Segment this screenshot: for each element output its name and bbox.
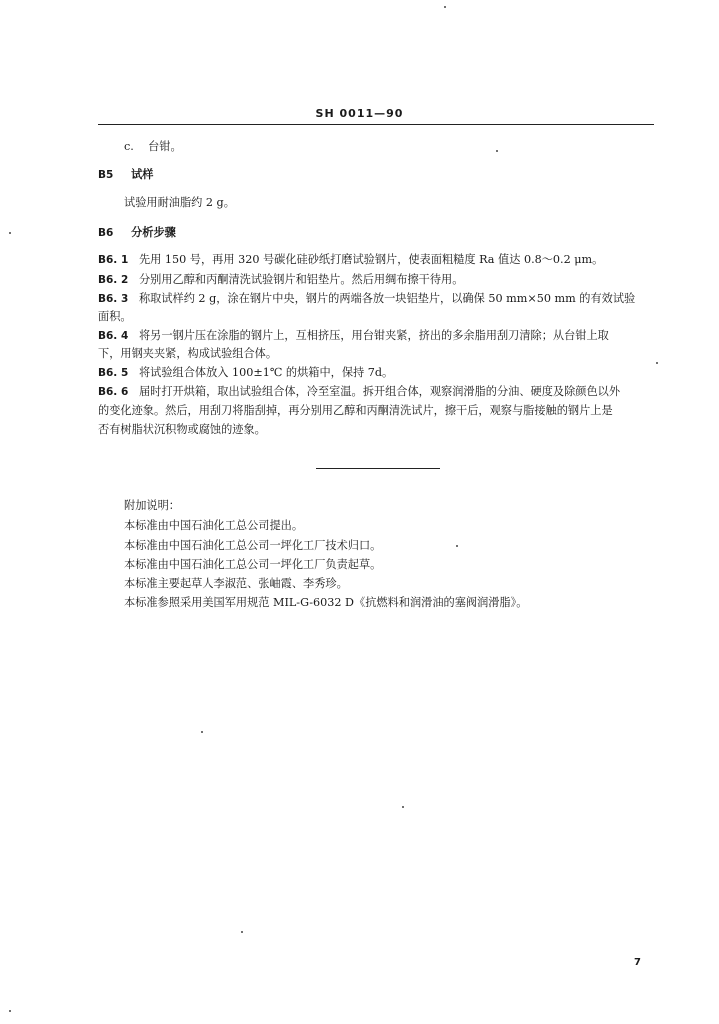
scan-speck xyxy=(456,545,458,547)
scan-speck xyxy=(9,1010,11,1012)
step-b6-2 xyxy=(98,272,463,288)
step-number: B6. 6 xyxy=(98,386,129,398)
scan-speck xyxy=(402,806,404,808)
step-b6-6-cont-1: 的变化迹象。然后，用刮刀将脂刮掉，再分别用乙醇和丙酮清洗试片，擦干后，观察与脂接触的钢片上是 xyxy=(98,404,613,417)
step-number: B6. 4 xyxy=(98,330,129,342)
header-rule xyxy=(98,124,654,125)
section-heading-b6 xyxy=(98,224,176,241)
step-b6-3 xyxy=(98,291,635,307)
step-text: 将试验组合体放入 100±1℃ 的烘箱中，保持 7d。 xyxy=(138,366,394,379)
scan-speck xyxy=(656,362,658,364)
page-number: 7 xyxy=(634,957,641,968)
note-line: 本标准主要起草人李淑范、张岫霞、李秀珍。 xyxy=(124,577,348,590)
section-title: 分析步骤 xyxy=(131,225,176,239)
step-number: B6. 1 xyxy=(98,254,129,266)
section-text-b5: 试验用耐油脂约 2 g。 xyxy=(124,196,235,209)
step-text: 称取试样约 2 g，涂在钢片中央，钢片的两端各放一块铝垫片，以确保 50 mm×50 mm 的有效试验 xyxy=(138,292,636,305)
step-b6-4 xyxy=(98,328,609,344)
end-rule xyxy=(316,468,440,469)
list-item-c xyxy=(124,139,182,155)
step-text: 将另一钢片压在涂脂的钢片上，互相挤压，用台钳夹紧，挤出的多余脂用刮刀清除；从台钳上取 xyxy=(138,329,609,342)
step-b6-6 xyxy=(98,384,620,400)
step-number: B6. 3 xyxy=(98,293,129,305)
step-b6-6-cont-2: 否有树脂状沉积物或腐蚀的迹象。 xyxy=(98,423,266,436)
note-line: 本标准由中国石油化工总公司一坪化工厂技术归口。 xyxy=(124,539,382,552)
note-line: 本标准由中国石油化工总公司提出。 xyxy=(124,519,304,532)
step-b6-1 xyxy=(98,252,603,268)
step-text: 先用 150 号，再用 320 号碳化硅砂纸打磨试验钢片，使表面粗糙度 Ra 值达 0.8～0.2 μm。 xyxy=(138,253,604,266)
step-b6-3-cont: 面积。 xyxy=(98,310,132,323)
step-text: 分别用乙醇和丙酮清洗试验钢片和铝垫片。然后用绸布擦干待用。 xyxy=(138,273,464,286)
note-line: 本标准由中国石油化工总公司一坪化工厂负责起草。 xyxy=(124,558,382,571)
item-label: c. xyxy=(124,140,134,153)
step-number: B6. 5 xyxy=(98,367,129,379)
section-heading-b5 xyxy=(98,166,153,183)
item-text: 台钳。 xyxy=(148,140,182,153)
section-title: 试样 xyxy=(131,167,154,181)
note-line: 本标准参照采用美国军用规范 MIL-G-6032 D《抗燃料和润滑油的塞阀润滑脂》。 xyxy=(124,596,528,609)
section-number: B6 xyxy=(98,227,114,239)
step-text: 届时打开烘箱，取出试验组合体，冷至室温。拆开组合体，观察润滑脂的分油、硬度及除颜色以外 xyxy=(138,385,621,398)
scan-speck xyxy=(9,232,11,234)
notes-title: 附加说明： xyxy=(124,499,180,512)
section-number: B5 xyxy=(98,169,114,181)
step-number: B6. 2 xyxy=(98,274,129,286)
scan-speck xyxy=(496,150,498,152)
step-b6-5 xyxy=(98,365,393,381)
standard-code: SH 0011—90 xyxy=(315,107,404,120)
step-b6-4-cont: 下，用钢夹夹紧，构成试验组合体。 xyxy=(98,347,278,360)
scan-speck xyxy=(241,931,243,933)
scan-speck xyxy=(201,731,203,733)
scan-speck xyxy=(444,6,446,8)
